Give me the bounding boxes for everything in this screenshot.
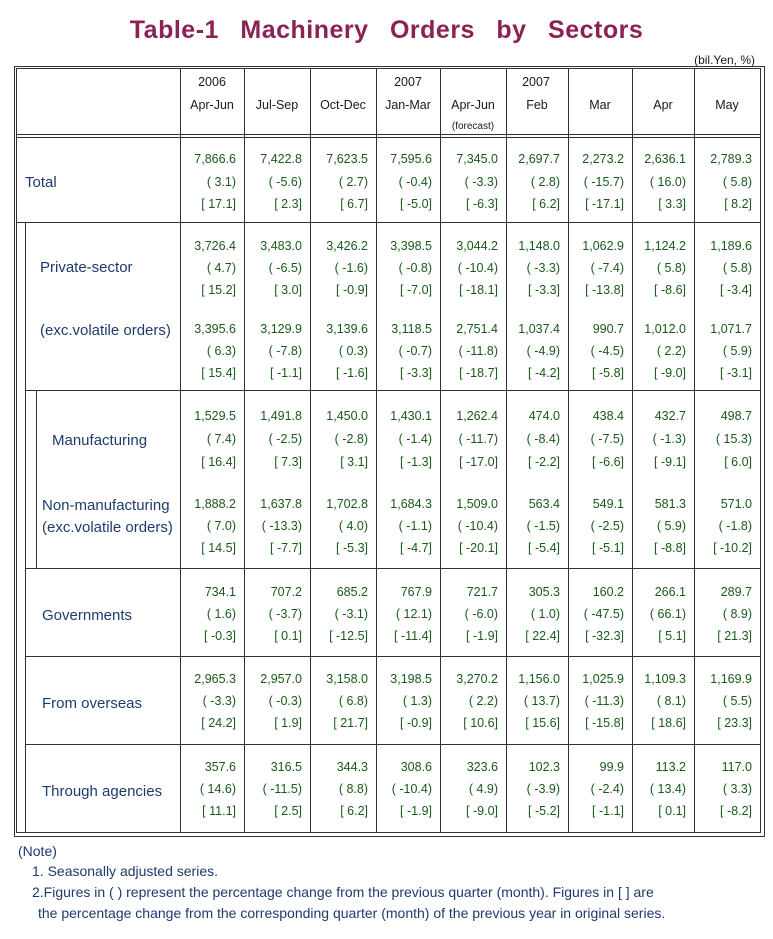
row-label: Manufacturing bbox=[52, 432, 148, 449]
cell-value: 1,450.0 bbox=[326, 409, 368, 423]
cell-value: 1,025.9 bbox=[582, 672, 624, 686]
cell-change-year: [ 17.1] bbox=[201, 197, 236, 211]
cell-change-year: [ 7.3] bbox=[274, 455, 302, 469]
cell-change-year: [ 3.1] bbox=[340, 455, 368, 469]
cell-change-year: [ -1.1] bbox=[270, 366, 302, 380]
cell-change-year: [ 22.4] bbox=[525, 629, 560, 643]
cell-change-prev: ( 7.4) bbox=[206, 432, 236, 446]
cell-change-prev: ( -3.3) bbox=[202, 694, 236, 708]
cell-change-year: [ 16.4] bbox=[201, 455, 236, 469]
cell-change-prev: ( 8.9) bbox=[722, 607, 752, 621]
cell-change-prev: ( 13.7) bbox=[523, 694, 560, 708]
cell-change-prev: ( -15.7) bbox=[583, 175, 624, 189]
row-label: Total bbox=[25, 174, 57, 191]
cell-value: 2,751.4 bbox=[456, 322, 498, 336]
cell-value: 7,422.8 bbox=[260, 152, 302, 166]
cell-change-prev: ( -1.6) bbox=[334, 261, 368, 275]
cell-change-year: [ -1.6] bbox=[336, 366, 368, 380]
cell-change-prev: ( 15.3) bbox=[715, 432, 752, 446]
cell-change-prev: ( -2.5) bbox=[268, 432, 302, 446]
column-header: Feb bbox=[526, 98, 548, 112]
column-header: Mar bbox=[589, 98, 611, 112]
page-title: Table-1 Machinery Orders by Sectors bbox=[129, 16, 644, 44]
cell-change-year: [ -17.1] bbox=[585, 197, 624, 211]
column-header: Apr-Jun bbox=[190, 98, 234, 112]
indent-divider bbox=[25, 222, 26, 833]
cell-change-prev: ( -10.4) bbox=[391, 782, 432, 796]
cell-value: 2,789.3 bbox=[710, 152, 752, 166]
cell-value: 316.5 bbox=[270, 760, 302, 774]
cell-change-year: [ 3.3] bbox=[658, 197, 686, 211]
cell-value: 3,198.5 bbox=[390, 672, 432, 686]
cell-change-prev: ( 5.9) bbox=[656, 519, 686, 533]
cell-change-prev: ( -6.0) bbox=[464, 607, 498, 621]
cell-value: 3,139.6 bbox=[326, 322, 368, 336]
cell-change-year: [ -1.9] bbox=[466, 629, 498, 643]
cell-change-year: [ -0.9] bbox=[400, 716, 432, 730]
cell-change-year: [ -6.6] bbox=[592, 455, 624, 469]
cell-value: 571.0 bbox=[720, 497, 752, 511]
cell-change-year: [ -5.0] bbox=[400, 197, 432, 211]
row-label: Private-sector bbox=[40, 259, 133, 276]
cell-change-prev: ( -2.4) bbox=[590, 782, 624, 796]
section-divider bbox=[25, 744, 761, 745]
cell-change-year: [ -32.3] bbox=[585, 629, 624, 643]
cell-change-year: [ 6.7] bbox=[340, 197, 368, 211]
column-header: Apr-Jun bbox=[451, 98, 495, 112]
cell-value: 1,529.5 bbox=[194, 409, 236, 423]
cell-change-year: [ 6.0] bbox=[724, 455, 752, 469]
header-divider bbox=[16, 137, 761, 138]
section-divider bbox=[25, 568, 761, 569]
cell-value: 323.6 bbox=[466, 760, 498, 774]
cell-value: 3,398.5 bbox=[390, 239, 432, 253]
cell-value: 102.3 bbox=[528, 760, 560, 774]
cell-value: 7,623.5 bbox=[326, 152, 368, 166]
cell-value: 3,044.2 bbox=[456, 239, 498, 253]
cell-value: 357.6 bbox=[204, 760, 236, 774]
cell-value: 3,426.2 bbox=[326, 239, 368, 253]
column-header: Jul-Sep bbox=[255, 98, 299, 112]
cell-value: 308.6 bbox=[400, 760, 432, 774]
cell-change-year: [ 6.2] bbox=[340, 804, 368, 818]
cell-value: 685.2 bbox=[336, 585, 368, 599]
cell-change-prev: ( 1.3) bbox=[402, 694, 432, 708]
cell-value: 1,012.0 bbox=[644, 322, 686, 336]
header-year-2006: 2006 bbox=[198, 75, 226, 89]
section-divider bbox=[25, 656, 761, 657]
cell-change-year: [ 2.3] bbox=[274, 197, 302, 211]
cell-change-prev: ( -1.5) bbox=[526, 519, 560, 533]
cell-value: 1,169.9 bbox=[710, 672, 752, 686]
cell-change-prev: ( -6.5) bbox=[268, 261, 302, 275]
cell-change-year: [ -15.8] bbox=[585, 716, 624, 730]
cell-change-year: [ -12.5] bbox=[329, 629, 368, 643]
cell-change-prev: ( -5.6) bbox=[268, 175, 302, 189]
cell-change-prev: ( 2.7) bbox=[338, 175, 368, 189]
note-2b: the percentage change from the corresponding quarter (month) of the previous year in original series. bbox=[38, 905, 666, 921]
cell-change-year: [ 15.4] bbox=[201, 366, 236, 380]
cell-value: 1,430.1 bbox=[390, 409, 432, 423]
cell-value: 2,697.7 bbox=[518, 152, 560, 166]
cell-value: 7,345.0 bbox=[456, 152, 498, 166]
cell-value: 1,124.2 bbox=[644, 239, 686, 253]
header-forecast-note: (forecast) bbox=[451, 121, 495, 132]
cell-change-prev: ( 2.8) bbox=[530, 175, 560, 189]
cell-change-year: [ -4.7] bbox=[400, 541, 432, 555]
cell-change-year: [ 21.3] bbox=[717, 629, 752, 643]
cell-change-year: [ -0.3] bbox=[204, 629, 236, 643]
cell-change-year: [ 10.6] bbox=[463, 716, 498, 730]
indent-divider bbox=[36, 390, 37, 568]
cell-value: 289.7 bbox=[720, 585, 752, 599]
cell-change-prev: ( -1.3) bbox=[652, 432, 686, 446]
cell-change-prev: ( 4.9) bbox=[468, 782, 498, 796]
cell-value: 1,189.6 bbox=[710, 239, 752, 253]
row-label: From overseas bbox=[42, 695, 143, 712]
unit-label: (bil.Yen, %) bbox=[694, 53, 755, 67]
cell-change-year: [ -5.1] bbox=[592, 541, 624, 555]
cell-value: 1,156.0 bbox=[518, 672, 560, 686]
cell-value: 549.1 bbox=[592, 497, 624, 511]
cell-change-prev: ( -1.8) bbox=[718, 519, 752, 533]
cell-change-prev: ( 6.3) bbox=[206, 344, 236, 358]
cell-value: 160.2 bbox=[592, 585, 624, 599]
section-divider bbox=[16, 222, 761, 223]
cell-change-year: [ -7.0] bbox=[400, 283, 432, 297]
cell-change-year: [ 15.6] bbox=[525, 716, 560, 730]
cell-change-prev: ( 1.0) bbox=[530, 607, 560, 621]
cell-change-prev: ( 2.2) bbox=[656, 344, 686, 358]
cell-change-prev: ( 8.8) bbox=[338, 782, 368, 796]
cell-change-year: [ -5.8] bbox=[592, 366, 624, 380]
cell-change-year: [ -8.2] bbox=[720, 804, 752, 818]
cell-change-year: [ -1.9] bbox=[400, 804, 432, 818]
note-heading: (Note) bbox=[18, 843, 57, 859]
cell-value: 990.7 bbox=[592, 322, 624, 336]
cell-value: 1,071.7 bbox=[710, 322, 752, 336]
cell-change-year: [ 0.1] bbox=[274, 629, 302, 643]
cell-change-prev: ( 16.0) bbox=[649, 175, 686, 189]
cell-change-prev: ( -0.8) bbox=[398, 261, 432, 275]
cell-change-prev: ( -4.5) bbox=[590, 344, 624, 358]
cell-change-year: [ -1.3] bbox=[400, 455, 432, 469]
note-1: 1. Seasonally adjusted series. bbox=[32, 863, 218, 879]
cell-change-prev: ( -11.7) bbox=[458, 432, 498, 446]
cell-change-year: [ 8.2] bbox=[724, 197, 752, 211]
cell-value: 3,129.9 bbox=[260, 322, 302, 336]
cell-change-prev: ( -7.8) bbox=[268, 344, 302, 358]
column-header: Jan-Mar bbox=[385, 98, 431, 112]
cell-value: 2,636.1 bbox=[644, 152, 686, 166]
cell-change-prev: ( 12.1) bbox=[395, 607, 432, 621]
cell-change-year: [ -3.3] bbox=[528, 283, 560, 297]
cell-change-prev: ( -13.3) bbox=[261, 519, 302, 533]
header-divider bbox=[16, 134, 761, 135]
cell-value: 3,270.2 bbox=[456, 672, 498, 686]
cell-change-year: [ 23.3] bbox=[717, 716, 752, 730]
cell-change-year: [ 1.9] bbox=[274, 716, 302, 730]
cell-change-year: [ -20.1] bbox=[459, 541, 498, 555]
cell-change-prev: ( 0.3) bbox=[338, 344, 368, 358]
cell-change-year: [ -9.0] bbox=[654, 366, 686, 380]
cell-change-year: [ -5.3] bbox=[336, 541, 368, 555]
cell-value: 1,509.0 bbox=[456, 497, 498, 511]
cell-change-prev: ( 2.2) bbox=[468, 694, 498, 708]
cell-value: 1,148.0 bbox=[518, 239, 560, 253]
cell-change-year: [ 3.0] bbox=[274, 283, 302, 297]
cell-value: 474.0 bbox=[528, 409, 560, 423]
cell-change-prev: ( -0.4) bbox=[398, 175, 432, 189]
cell-value: 438.4 bbox=[592, 409, 624, 423]
cell-change-prev: ( -3.7) bbox=[268, 607, 302, 621]
cell-change-year: [ 15.2] bbox=[201, 283, 236, 297]
cell-value: 767.9 bbox=[400, 585, 432, 599]
cell-change-year: [ 18.6] bbox=[651, 716, 686, 730]
cell-change-year: [ 0.1] bbox=[658, 804, 686, 818]
cell-change-year: [ -13.8] bbox=[585, 283, 624, 297]
cell-value: 113.2 bbox=[655, 760, 686, 774]
cell-value: 563.4 bbox=[528, 497, 560, 511]
cell-value: 1,637.8 bbox=[260, 497, 302, 511]
cell-change-prev: ( -7.4) bbox=[590, 261, 624, 275]
cell-change-prev: ( 5.5) bbox=[722, 694, 752, 708]
cell-value: 7,866.6 bbox=[194, 152, 236, 166]
cell-change-year: [ -11.4] bbox=[394, 629, 432, 643]
cell-change-year: [ 11.1] bbox=[202, 804, 236, 818]
cell-value: 7,595.6 bbox=[390, 152, 432, 166]
cell-value: 3,395.6 bbox=[194, 322, 236, 336]
cell-change-prev: ( -10.4) bbox=[457, 519, 498, 533]
cell-change-prev: ( 5.8) bbox=[656, 261, 686, 275]
cell-change-prev: ( 14.6) bbox=[199, 782, 236, 796]
cell-change-year: [ -4.2] bbox=[528, 366, 560, 380]
cell-value: 305.3 bbox=[528, 585, 560, 599]
cell-change-prev: ( 5.9) bbox=[722, 344, 752, 358]
cell-value: 1,262.4 bbox=[456, 409, 498, 423]
column-header: May bbox=[715, 98, 739, 112]
cell-change-prev: ( 6.8) bbox=[338, 694, 368, 708]
cell-change-prev: ( 7.0) bbox=[206, 519, 236, 533]
cell-change-prev: ( -8.4) bbox=[526, 432, 560, 446]
row-label: (exc.volatile orders) bbox=[40, 322, 171, 339]
cell-value: 344.3 bbox=[336, 760, 368, 774]
cell-value: 498.7 bbox=[720, 409, 752, 423]
cell-change-prev: ( 4.0) bbox=[338, 519, 368, 533]
note-2a: 2.Figures in ( ) represent the percentage change from the previous quarter (month). Figures in [ ] are bbox=[32, 884, 654, 900]
cell-change-prev: ( -3.1) bbox=[334, 607, 368, 621]
cell-change-year: [ -17.0] bbox=[459, 455, 498, 469]
cell-value: 3,483.0 bbox=[260, 239, 302, 253]
row-label-secondary: (exc.volatile orders) bbox=[42, 519, 173, 536]
cell-change-prev: ( 3.3) bbox=[722, 782, 752, 796]
cell-value: 1,062.9 bbox=[582, 239, 624, 253]
cell-change-year: [ -6.3] bbox=[466, 197, 498, 211]
cell-change-year: [ -1.1] bbox=[592, 804, 624, 818]
cell-value: 2,957.0 bbox=[260, 672, 302, 686]
cell-change-prev: ( 1.6) bbox=[206, 607, 236, 621]
cell-value: 1,702.8 bbox=[326, 497, 368, 511]
cell-value: 266.1 bbox=[654, 585, 686, 599]
cell-change-prev: ( -3.3) bbox=[464, 175, 498, 189]
cell-change-prev: ( -4.9) bbox=[526, 344, 560, 358]
cell-change-prev: ( -3.9) bbox=[526, 782, 560, 796]
row-label: Governments bbox=[42, 607, 133, 624]
cell-change-year: [ 5.1] bbox=[658, 629, 686, 643]
cell-change-prev: ( -10.4) bbox=[457, 261, 498, 275]
cell-change-prev: ( 66.1) bbox=[649, 607, 686, 621]
cell-change-prev: ( 8.1) bbox=[656, 694, 686, 708]
cell-value: 2,965.3 bbox=[194, 672, 236, 686]
cell-change-year: [ -18.7] bbox=[459, 366, 498, 380]
cell-change-prev: ( 13.4) bbox=[649, 782, 686, 796]
cell-change-year: [ -10.2] bbox=[713, 541, 752, 555]
row-label: Non-manufacturing bbox=[42, 497, 170, 514]
cell-value: 581.3 bbox=[654, 497, 686, 511]
cell-change-prev: ( -1.4) bbox=[398, 432, 432, 446]
cell-value: 1,109.3 bbox=[644, 672, 686, 686]
column-header: Oct-Dec bbox=[320, 98, 366, 112]
header-year-2007-quarter: 2007 bbox=[394, 75, 422, 89]
cell-value: 721.7 bbox=[466, 585, 498, 599]
cell-change-year: [ -7.7] bbox=[270, 541, 302, 555]
cell-change-year: [ -9.0] bbox=[466, 804, 498, 818]
cell-value: 734.1 bbox=[204, 585, 236, 599]
cell-change-year: [ 14.5] bbox=[201, 541, 236, 555]
row-label: Through agencies bbox=[42, 783, 163, 800]
cell-value: 707.2 bbox=[270, 585, 302, 599]
cell-change-prev: ( -11.8) bbox=[458, 344, 498, 358]
cell-change-prev: ( -3.3) bbox=[526, 261, 560, 275]
cell-change-year: [ 2.5] bbox=[274, 804, 302, 818]
cell-change-year: [ 21.7] bbox=[333, 716, 368, 730]
cell-change-year: [ -9.1] bbox=[654, 455, 686, 469]
cell-value: 3,118.5 bbox=[391, 322, 432, 336]
cell-change-year: [ -3.4] bbox=[720, 283, 752, 297]
cell-change-prev: ( -11.5) bbox=[262, 782, 302, 796]
cell-change-prev: ( -2.5) bbox=[590, 519, 624, 533]
cell-value: 117.0 bbox=[721, 760, 752, 774]
cell-change-prev: ( -47.5) bbox=[583, 607, 624, 621]
cell-value: 1,491.8 bbox=[260, 409, 302, 423]
cell-change-prev: ( 3.1) bbox=[206, 175, 236, 189]
cell-change-prev: ( -0.3) bbox=[268, 694, 302, 708]
cell-value: 1,037.4 bbox=[518, 322, 560, 336]
cell-change-prev: ( -1.1) bbox=[398, 519, 432, 533]
cell-value: 3,726.4 bbox=[194, 239, 236, 253]
cell-change-prev: ( 4.7) bbox=[206, 261, 236, 275]
cell-change-prev: ( -7.5) bbox=[590, 432, 624, 446]
cell-value: 1,684.3 bbox=[390, 497, 432, 511]
cell-change-prev: ( -2.8) bbox=[334, 432, 368, 446]
cell-change-year: [ -8.6] bbox=[654, 283, 686, 297]
section-divider bbox=[25, 390, 761, 391]
cell-change-prev: ( -11.3) bbox=[584, 694, 624, 708]
column-header: Apr bbox=[653, 98, 673, 112]
cell-value: 1,888.2 bbox=[194, 497, 236, 511]
cell-value: 99.9 bbox=[599, 760, 624, 774]
cell-value: 2,273.2 bbox=[582, 152, 624, 166]
cell-change-year: [ 6.2] bbox=[532, 197, 560, 211]
cell-change-year: [ -0.9] bbox=[336, 283, 368, 297]
header-year-2007-month: 2007 bbox=[522, 75, 550, 89]
cell-change-year: [ -5.2] bbox=[528, 804, 560, 818]
cell-change-year: [ -2.2] bbox=[528, 455, 560, 469]
cell-change-prev: ( 5.8) bbox=[722, 175, 752, 189]
cell-change-year: [ -8.8] bbox=[654, 541, 686, 555]
cell-change-year: [ -3.3] bbox=[400, 366, 432, 380]
cell-change-year: [ -5.4] bbox=[528, 541, 560, 555]
cell-change-year: [ 24.2] bbox=[201, 716, 236, 730]
cell-change-year: [ -3.1] bbox=[720, 366, 752, 380]
cell-change-year: [ -18.1] bbox=[459, 283, 498, 297]
cell-change-prev: ( 5.8) bbox=[722, 261, 752, 275]
cell-value: 432.7 bbox=[654, 409, 686, 423]
cell-change-prev: ( -0.7) bbox=[398, 344, 432, 358]
cell-value: 3,158.0 bbox=[326, 672, 368, 686]
